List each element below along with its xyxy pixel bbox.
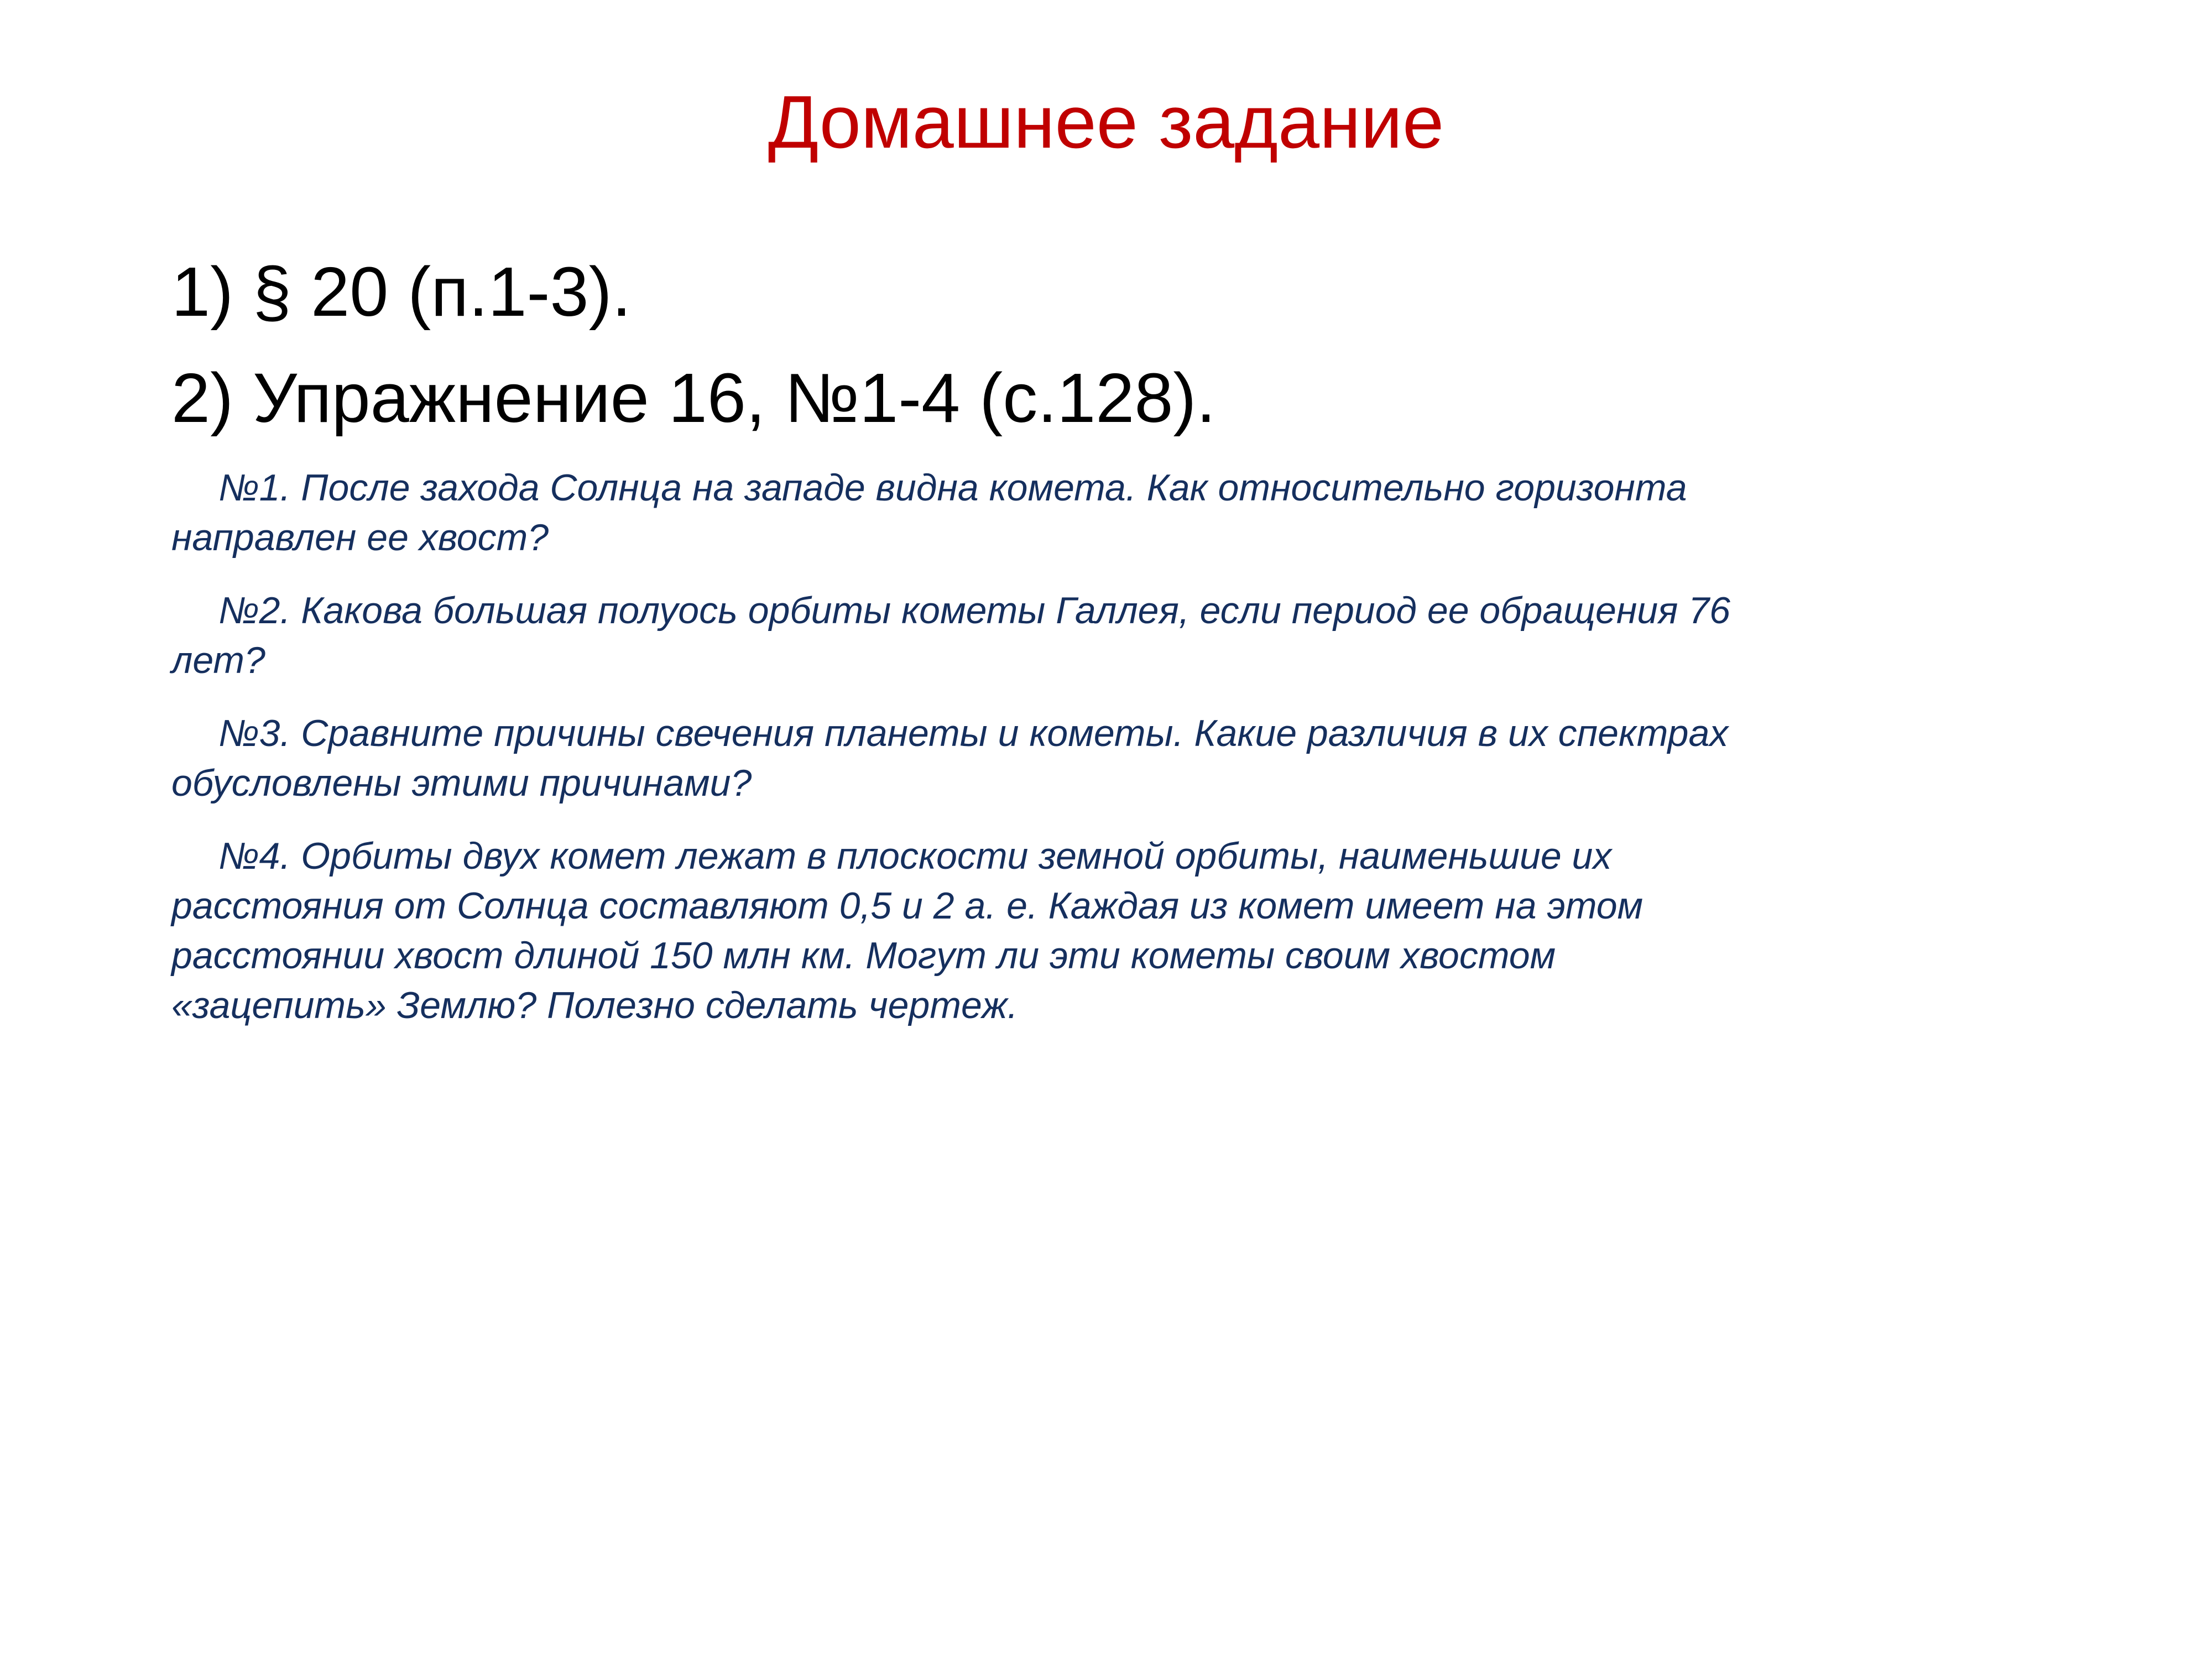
homework-item-2: 2) Упражнение 16, №1-4 (с.128).	[171, 359, 1216, 437]
problem-4-line-1: №4. Орбиты двух комет лежат в плоскости земной орбиты, наименьшие их	[218, 835, 1612, 877]
problem-1-line-1: №1. После захода Солнца на западе видна комета. Как относительно горизонта	[218, 467, 1687, 509]
slide-title: Домашнее задание	[768, 80, 1444, 164]
problem-3-line-1: №3. Сравните причины свечения планеты и кометы. Какие различия в их спектрах	[218, 712, 1729, 754]
problem-2	[171, 586, 2002, 685]
problem-3	[171, 708, 2002, 808]
slide	[0, 77, 2212, 1659]
problem-3-line-2: обусловлены этими причинами?	[171, 762, 752, 804]
problem-4	[171, 831, 2002, 1030]
homework-item-1: 1) § 20 (п.1-3).	[171, 253, 632, 331]
problem-4-line-4: «зацепить» Землю? Полезно сделать чертеж.	[171, 984, 1018, 1026]
problem-4-line-2: расстояния от Солнца составляют 0,5 и 2 а. е. Каждая из комет имеет на этом	[171, 885, 1644, 927]
problem-2-line-2: лет?	[171, 639, 265, 681]
problem-1-line-2: направлен ее хвост?	[171, 517, 549, 559]
problem-1	[171, 463, 2002, 562]
problem-4-line-3: расстоянии хвост длиной 150 млн км. Могут ли эти кометы своим хвостом	[171, 935, 1556, 977]
problem-2-line-1: №2. Какова большая полуось орбиты кометы Галлея, если период ее обращения 76	[218, 589, 1730, 632]
